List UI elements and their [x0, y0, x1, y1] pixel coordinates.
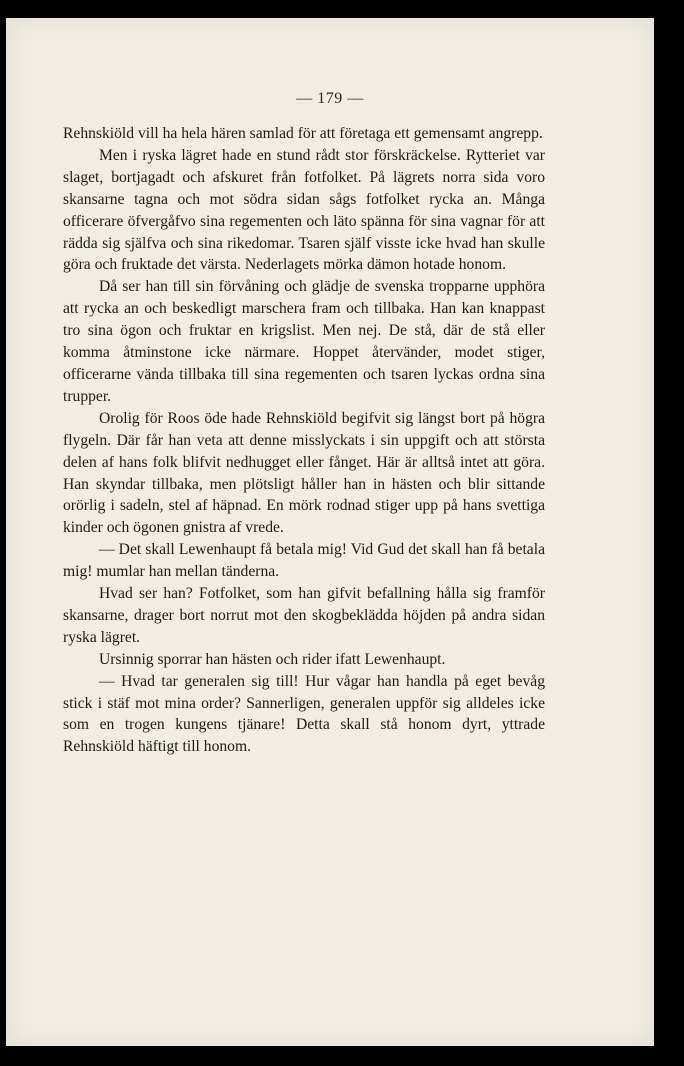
page-number: — 179 —	[296, 90, 364, 107]
book-page	[6, 18, 654, 1046]
paragraph-1: Rehnskiöld vill ha hela hären samlad för att företaga ett gemensamt angrepp.	[63, 125, 543, 142]
paragraph-8: — Hvad tar generalen sig till! Hur vågar han handla på eget bevåg stick i stäf mot mina order? Sannerligen, generalen uppför sig alldeles icke som en trogen kungens tjänare! Detta skall stå honom dyrt, yttrade Rehnskiöld häftigt till honom.	[63, 672, 545, 756]
paragraph-2: Men i ryska lägret hade en stund rådt stor förskräckelse. Rytteriet var slaget, bortjagadt och afskuret från fotfolket. På lägrets norra sida voro skansarne tagna och mot södra sidan sågs fotfolket rycka an. Många officerare öfvergåfvo sina regementen och läto spänna för sina vagnar för att rädda sig själfva och sina rikedomar. Tsaren själf visste icke hvad han skulle göra och fruktade det värsta. Nederlagets mörka dämon hotade honom.	[63, 146, 545, 274]
body-text	[63, 123, 545, 758]
paragraph-4: Orolig för Roos öde hade Rehnskiöld begifvit sig längst bort på högra flygeln. Där får han veta att denne misslyckats i sin uppgift och att största delen af hans folk blifvit nedhugget eller fånget. Här är alltså intet att göra. Han skyndar tillbaka, men plötsligt håller han in hästen och blir sittande orörlig i sadeln, stel af häpnad. En mörk rodnad stiger upp på hans svettiga kinder och ögonen gnistra af vrede.	[63, 409, 545, 537]
paragraph-6: Hvad ser han? Fotfolket, som han gifvit befallning hålla sig framför skansarne, drager bort norrut mot den skogbeklädda höjden på andra sidan ryska lägret.	[63, 585, 545, 646]
paragraph-7: Ursinnig sporrar han hästen och rider ifatt Lewenhaupt.	[99, 650, 446, 668]
paragraph-5: — Det skall Lewenhaupt få betala mig! Vid Gud det skall han få betala mig! mumlar han mellan tänderna.	[63, 541, 545, 581]
paragraph-3: Då ser han till sin förvåning och glädje de svenska tropparne upphöra att rycka an och beskedligt marschera fram och tillbaka. Han kan knappast tro sina ögon och fruktar en krigslist. Men nej. De stå, där de stå eller komma åtminstone icke närmare. Hoppet återvänder, modet stiger, officerarne vända tillbaka till sina regementen och tsaren lyckas ordna sina trupper.	[63, 278, 545, 405]
